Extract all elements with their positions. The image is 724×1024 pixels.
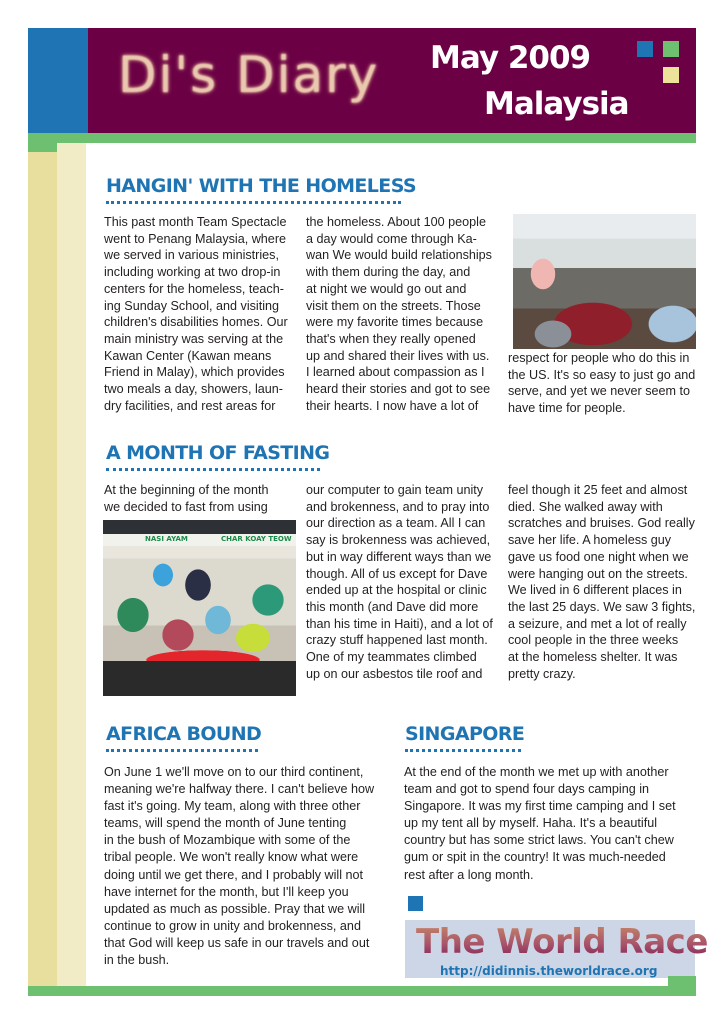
decor-square-blue-icon xyxy=(637,41,653,57)
text-line: two meals a day, showers, laun- xyxy=(104,382,283,397)
text-line: crazy stuff happened last month. xyxy=(306,633,488,648)
text-line: at the homeless shelter. It was xyxy=(508,650,678,665)
text-line: One of my teammates climbed xyxy=(306,650,477,665)
header-green-bar xyxy=(28,133,696,143)
footer-green-tab xyxy=(668,976,696,986)
text-line: doing until we get there, and I probably will not xyxy=(104,867,364,882)
heading-africa: AFRICA BOUND xyxy=(106,723,258,752)
text-line: Kawan Center (Kawan means xyxy=(104,348,272,363)
text-line: This past month Team Spectacle xyxy=(104,215,287,229)
text-line: team and got to spend four days camping in xyxy=(404,782,650,797)
text-line: serve, and yet we never seem to xyxy=(508,384,691,399)
homeless-col1 xyxy=(104,214,294,414)
text-line: At the end of the month we met up with another xyxy=(404,765,669,779)
text-line: We lived in 6 different places in xyxy=(508,583,682,598)
text-line: were hanging out on the streets. xyxy=(508,566,688,581)
text-line: the last 25 days. We saw 3 fights, xyxy=(508,599,696,614)
text-line: main ministry was serving at the xyxy=(104,331,284,346)
decor-square-yellow-icon xyxy=(663,67,679,83)
heading-fasting: A MONTH OF FASTING xyxy=(106,442,320,471)
text-line: our computer to gain team unity xyxy=(306,483,484,497)
text-line: up and shared their lives with us. xyxy=(306,348,490,363)
newsletter-title: Di's Diary xyxy=(118,46,380,104)
text-line: our direction as a team. All I can xyxy=(306,516,486,531)
text-line: have time for people. xyxy=(508,401,626,416)
text-line: and brokenness, and to pray into xyxy=(306,499,490,514)
text-line: died. She walked away with xyxy=(508,499,663,514)
text-line: gave us food one night when we xyxy=(508,549,689,564)
text-line: the homeless. About 100 people xyxy=(306,215,486,229)
text-line: up my tent all by myself. Haha. It's a beautiful xyxy=(404,816,658,831)
text-line: have internet for the month, but I'll keep you xyxy=(104,884,349,899)
text-line: wan We would build relationships xyxy=(306,248,492,263)
text-line: Friend in Malay), which provides xyxy=(104,365,285,380)
text-line: ended up at the hospital or clinic xyxy=(306,583,487,598)
text-line: At the beginning of the month xyxy=(104,483,269,497)
text-line: their hearts. I now have a lot of xyxy=(306,398,479,413)
text-line: pretty crazy. xyxy=(508,666,576,681)
text-line: cool people in the three weeks xyxy=(508,633,679,648)
text-line: updated as much as possible. Pray that we will xyxy=(104,901,366,916)
issue-date: May 2009 xyxy=(430,40,591,76)
text-line: scratches and bruises. God really xyxy=(508,516,695,531)
text-line: feel though it 25 feet and almost xyxy=(508,483,688,497)
text-line: fast it's going. My team, along with three other xyxy=(104,799,361,814)
text-line: country but has some strict laws. You can't chew xyxy=(404,833,674,848)
photo-team-foodcourt xyxy=(103,520,296,696)
world-race-logo: The World Race xyxy=(416,922,708,962)
header-blue-block xyxy=(28,28,88,133)
text-line: teams, will spend the month of June tenting xyxy=(104,816,347,831)
text-line: that God will keep us safe in our travels and out xyxy=(104,935,370,950)
blog-url-link[interactable]: http://didinnis.theworldrace.org xyxy=(440,964,658,978)
text-line: centers for the homeless, teach- xyxy=(104,281,284,296)
decor-square-blue-icon xyxy=(408,896,423,911)
left-cream-strip xyxy=(57,143,86,986)
text-line: we decided to fast from using xyxy=(104,499,268,514)
text-line: this month (and Dave did more xyxy=(306,599,479,614)
text-line: than his time in Haiti), and a lot of xyxy=(306,616,493,631)
decor-square-green-icon xyxy=(663,41,679,57)
text-line: in the bush. xyxy=(104,953,170,968)
photo-kawan-center xyxy=(513,214,696,349)
text-line: heard their stories and got to see xyxy=(306,382,491,397)
text-line: continue to grow in unity and brokenness, and xyxy=(104,918,361,933)
text-line: but in way different ways than we xyxy=(306,549,492,564)
fasting-col2 xyxy=(306,482,502,682)
heading-singapore: SINGAPORE xyxy=(405,723,521,752)
header-green-tab xyxy=(28,143,57,152)
text-line: visit them on the streets. Those xyxy=(306,298,481,313)
text-line: dry facilities, and rest areas for xyxy=(104,398,276,413)
fasting-col3 xyxy=(508,482,708,682)
text-line: gum or spit in the country! It was much-needed xyxy=(404,850,666,865)
text-line: the US. It's so easy to just go and xyxy=(508,367,696,382)
text-line: were my favorite times because xyxy=(306,315,484,330)
fasting-col1 xyxy=(104,482,296,515)
text-line: save her life. A homeless guy xyxy=(508,533,672,548)
text-line: including working at two drop-in xyxy=(104,265,281,280)
homeless-col3 xyxy=(508,350,708,417)
issue-location: Malaysia xyxy=(484,86,629,122)
homeless-col2 xyxy=(306,214,502,414)
text-line: at night we would go out and xyxy=(306,281,467,296)
text-line: a seizure, and met a lot of really xyxy=(508,616,687,631)
text-line: rest after a long month. xyxy=(404,867,534,882)
text-line: tribal people. We won't really know what were xyxy=(104,850,359,865)
text-line: I learned about compassion as I xyxy=(306,365,485,380)
text-line: though. All of us except for Dave xyxy=(306,566,488,581)
photo-sign-text: CHAR KOAY TEOW xyxy=(221,535,292,543)
text-line: a day would come through Ka- xyxy=(306,231,477,246)
text-line: went to Penang Malaysia, where xyxy=(104,231,287,246)
text-line: in the bush of Mozambique with some of the xyxy=(104,833,351,848)
text-line: up on our asbestos tile roof and xyxy=(306,666,483,681)
text-line: meaning we're halfway there. I can't believe how xyxy=(104,782,375,797)
singapore-body xyxy=(404,764,699,884)
text-line: On June 1 we'll move on to our third continent, xyxy=(104,765,364,779)
africa-body xyxy=(104,764,394,969)
text-line: with them during the day, and xyxy=(306,265,471,280)
left-yellow-strip xyxy=(28,152,57,986)
text-line: Singapore. It was my first time camping and I set xyxy=(404,799,676,814)
footer-green-bar xyxy=(28,986,696,996)
text-line: that's when they really opened xyxy=(306,331,476,346)
heading-homeless: HANGIN' WITH THE HOMELESS xyxy=(106,175,401,204)
text-line: say is brokenness was achieved, xyxy=(306,533,491,548)
text-line: we served in various ministries, xyxy=(104,248,279,263)
text-line: children's disabilities homes. Our xyxy=(104,315,288,330)
text-line: ing Sunday School, and visiting xyxy=(104,298,280,313)
photo-sign-text: NASI AYAM xyxy=(145,535,188,543)
text-line: respect for people who do this in xyxy=(508,351,690,365)
